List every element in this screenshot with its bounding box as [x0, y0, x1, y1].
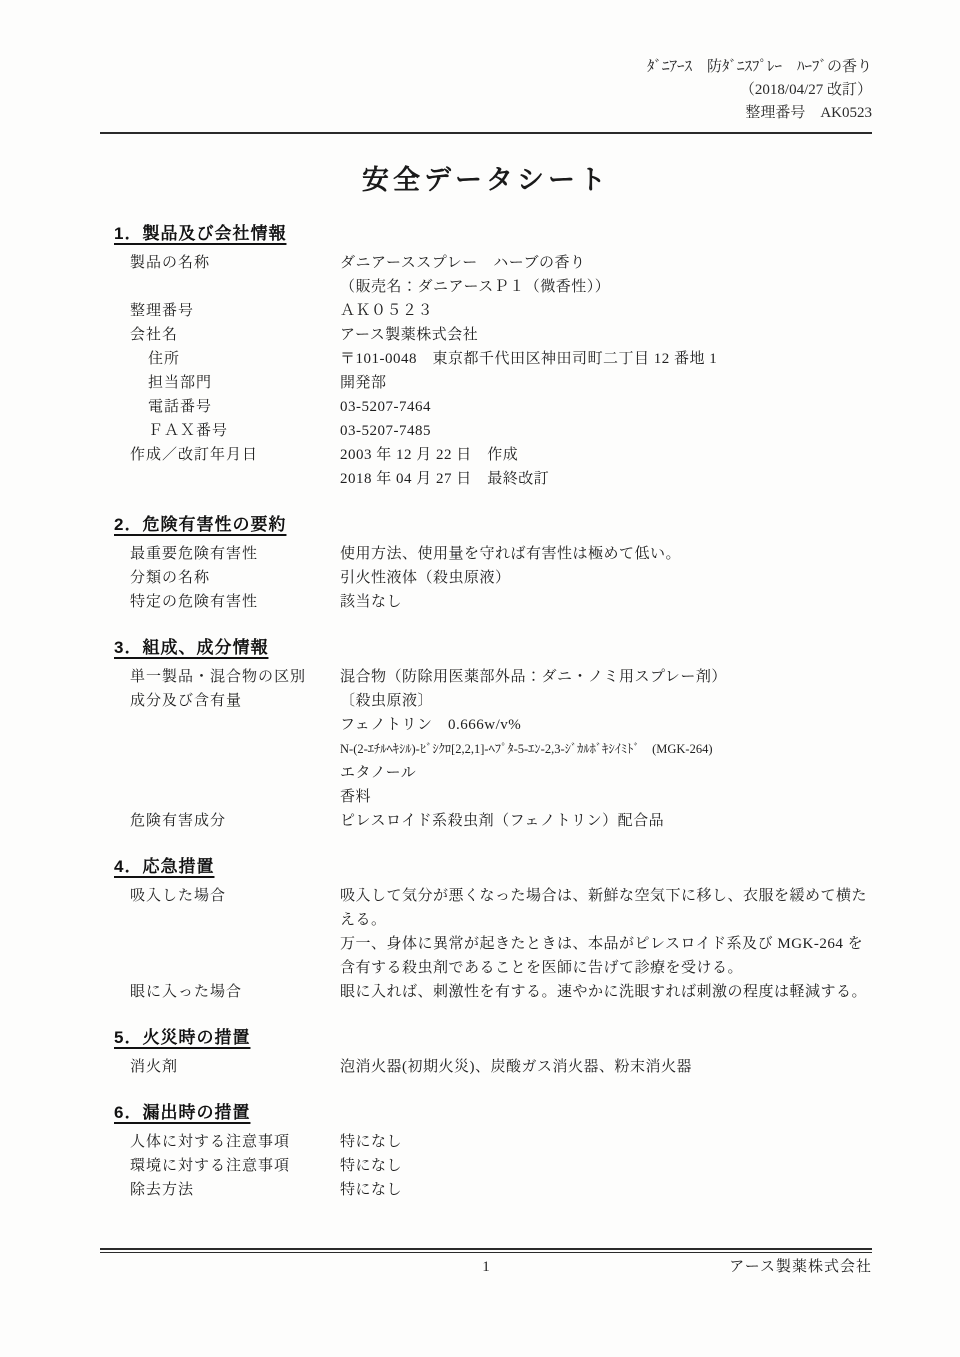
field-label: 整理番号 [130, 303, 195, 319]
section-heading: 2．危険有害性の要約 [114, 515, 287, 534]
footer-rule-top [100, 1248, 872, 1250]
field-value [340, 1130, 872, 1154]
field-row [100, 590, 872, 614]
value-line: ＡＫ０５２３ [340, 303, 434, 319]
page-number: 1 [482, 1259, 490, 1275]
value-line: 香料 [340, 789, 372, 805]
field-value [340, 443, 872, 491]
page-footer [100, 1248, 872, 1279]
footer-company: アース製薬株式会社 [729, 1259, 872, 1275]
sds-section [100, 637, 872, 833]
section-heading: 6．漏出時の措置 [114, 1103, 251, 1122]
field-row [100, 299, 872, 323]
value-line: 2018 年 04 月 27 日 最終改訂 [340, 471, 550, 487]
field-value [340, 590, 872, 614]
field-row [100, 1055, 872, 1079]
section-heading: 4．応急措置 [114, 857, 215, 876]
field-row [100, 980, 872, 1004]
field-row [100, 323, 872, 347]
footer-row [100, 1255, 872, 1279]
header-doc-number: 整理番号 AK0523 [745, 105, 872, 121]
field-label: 担当部門 [148, 375, 213, 391]
value-line: 泡消火器(初期火災)、炭酸ガス消火器、粉末消火器 [340, 1059, 692, 1075]
field-value [340, 347, 872, 371]
field-value [340, 1055, 872, 1079]
value-line: 使用方法、使用量を守れば有害性は極めて低い。 [340, 546, 682, 562]
field-label: 成分及び含有量 [130, 693, 243, 709]
field-label: 特定の危険有害性 [130, 594, 259, 610]
field-row [100, 347, 872, 371]
value-line: 吸入して気分が悪くなった場合は、新鮮な空気下に移し、衣服を緩めて横たえる。 [340, 888, 868, 928]
field-label: 吸入した場合 [130, 888, 227, 904]
field-value [340, 665, 872, 689]
value-line: 2003 年 12 月 22 日 作成 [340, 447, 519, 463]
value-line: エタノール [340, 765, 417, 781]
field-value [340, 299, 872, 323]
field-value [340, 980, 872, 1004]
value-line: ダニアーススプレー ハーブの香り [340, 255, 586, 271]
field-label: 人体に対する注意事項 [130, 1134, 291, 1150]
field-label: 眼に入った場合 [130, 984, 243, 1000]
header-rule [100, 132, 872, 134]
field-value [340, 251, 872, 299]
value-line: アース製薬株式会社 [340, 327, 479, 343]
value-line: 混合物（防除用医薬部外品：ダニ・ノミ用スプレー剤） [340, 669, 727, 685]
field-value [340, 371, 872, 395]
value-line: 〔殺虫原液〕 [340, 693, 434, 709]
field-label: 危険有害成分 [130, 813, 227, 829]
field-label: 単一製品・混合物の区別 [130, 669, 307, 685]
field-value [340, 1154, 872, 1178]
field-row [100, 884, 872, 980]
field-label: 最重要危険有害性 [130, 546, 259, 562]
value-line: 引火性液体（殺虫原液） [340, 570, 511, 586]
field-value [340, 419, 872, 443]
header-product-line: ﾀﾞﾆｱｰｽ 防ﾀﾞﾆｽﾌﾟﾚｰ ﾊｰﾌﾞの香り [646, 59, 872, 75]
field-value [340, 809, 872, 833]
value-line: N-(2-ｴﾁﾙﾍｷｼﾙ)-ﾋﾞｼｸﾛ[2,2,1]-ﾍﾌﾟﾀ-5-ｴﾝ-2,3-ｼﾞｶﾙﾎﾞｷｼｲﾐﾄﾞ (MGK-264) [340, 742, 713, 756]
sections [100, 223, 872, 1202]
value-line: 03-5207-7485 [340, 423, 431, 439]
field-label: 除去方法 [130, 1182, 195, 1198]
field-row [100, 371, 872, 395]
field-row [100, 395, 872, 419]
field-row [100, 542, 872, 566]
field-row [100, 1178, 872, 1202]
field-value [340, 542, 872, 566]
page-title: 安全データシート [362, 165, 610, 195]
field-label: 環境に対する注意事項 [130, 1158, 291, 1174]
field-label: 製品の名称 [130, 255, 211, 271]
doc-header [100, 56, 872, 125]
field-label: 分類の名称 [130, 570, 211, 586]
value-line: 特になし [340, 1134, 403, 1150]
field-row [100, 689, 872, 809]
header-revision-line: （2018/04/27 改訂） [739, 82, 872, 98]
value-line: 〒101-0048 東京都千代田区神田司町二丁目 12 番地 1 [340, 351, 718, 367]
value-line: 該当なし [340, 594, 403, 610]
field-value [340, 566, 872, 590]
value-line: 眼に入れば、刺激性を有する。速やかに洗眼すれば刺激の程度は軽減する。 [340, 984, 868, 1000]
field-label: 作成／改訂年月日 [130, 447, 259, 463]
value-line: フェノトリン 0.666w/v% [340, 717, 522, 733]
value-line: 03-5207-7464 [340, 399, 431, 415]
field-row [100, 419, 872, 443]
footer-rule-bottom [100, 1252, 872, 1253]
sds-section [100, 1027, 872, 1079]
field-row [100, 1130, 872, 1154]
field-label: 住所 [148, 351, 181, 367]
value-line: 特になし [340, 1158, 403, 1174]
value-line: ピレスロイド系殺虫剤（フェノトリン）配合品 [340, 813, 665, 829]
value-line: 開発部 [340, 375, 387, 391]
value-line: 万一、身体に異常が起きたときは、本品がピレスロイド系及び MGK-264 を含有する殺虫剤であることを医師に告げて診療を受ける。 [340, 936, 864, 976]
field-row [100, 1154, 872, 1178]
field-row [100, 443, 872, 491]
sds-section [100, 1102, 872, 1202]
field-label: 会社名 [130, 327, 179, 343]
section-heading: 5．火災時の措置 [114, 1028, 251, 1047]
field-label: ＦＡＸ番号 [148, 423, 229, 439]
field-value [340, 1178, 872, 1202]
sds-section [100, 514, 872, 614]
section-heading: 1．製品及び会社情報 [114, 224, 287, 243]
field-label: 電話番号 [148, 399, 213, 415]
field-value [340, 323, 872, 347]
field-row [100, 809, 872, 833]
sds-section [100, 223, 872, 491]
field-row [100, 251, 872, 299]
sds-section [100, 856, 872, 1004]
field-value [340, 884, 872, 980]
value-line: （販売名：ダニアースＰ１（微香性）） [340, 279, 611, 295]
field-row [100, 566, 872, 590]
value-line: 特になし [340, 1182, 403, 1198]
field-value [340, 689, 872, 809]
section-heading: 3．組成、成分情報 [114, 638, 269, 657]
field-label: 消火剤 [130, 1059, 179, 1075]
field-row [100, 665, 872, 689]
field-value [340, 395, 872, 419]
